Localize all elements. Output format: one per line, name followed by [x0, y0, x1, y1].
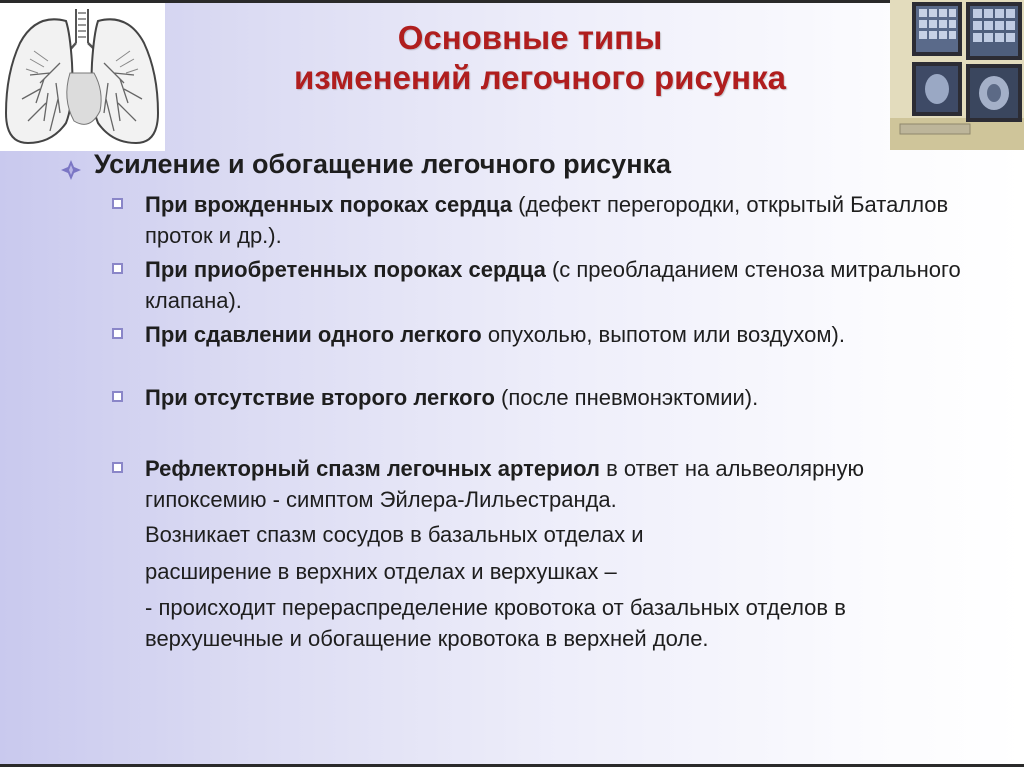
- diamond-bullet-icon: [60, 154, 82, 190]
- list-item-text: (с преобладанием стеноза митрального клапана).: [145, 257, 961, 313]
- square-bullet-icon: [112, 328, 123, 339]
- list-item-bold: Рефлекторный спазм легочных артериол: [145, 456, 600, 481]
- square-bullet-icon: [112, 462, 123, 473]
- paragraph-line: - происходит перераспределение кровотока от базальных отделов в верхушечные и обогащение кровотока в верхней доле.: [145, 595, 846, 651]
- xray-monitors-photo: [890, 0, 1024, 150]
- list-item-bold: При отсутствие второго легкого: [145, 385, 495, 410]
- list-item-text: в ответ на альвеолярную гипоксемию - симптом Эйлера-Лильестранда.: [145, 456, 864, 512]
- list-item-bold: При врожденных пороках сердца: [145, 192, 513, 217]
- list-item-text: опухолью, выпотом или воздухом).: [481, 322, 845, 347]
- square-bullet-icon: [112, 263, 123, 274]
- list-item-text: (дефект перегородки, открытый Баталлов проток и др.).: [145, 192, 949, 248]
- section-heading: [60, 146, 671, 182]
- title-line-2: изменений легочного рисунка: [294, 59, 786, 96]
- paragraph-line: Возникает спазм сосудов в базальных отделах и: [145, 522, 644, 547]
- list-item-text: (после пневмонэктомии).: [494, 385, 759, 410]
- paragraph-line: расширение в верхних отделах и верхушках –: [145, 559, 617, 584]
- list-item-bold: При сдавлении одного легкого: [145, 322, 482, 347]
- list-item: [112, 453, 982, 515]
- section-heading-text: Усиление и обогащение легочного рисунка: [94, 149, 672, 179]
- list-item-bold: При приобретенных пороках сердца: [145, 257, 546, 282]
- square-bullet-icon: [112, 198, 123, 209]
- list-item: [112, 254, 982, 316]
- list-item: [112, 319, 982, 350]
- slide-title: [180, 18, 880, 98]
- list-item: [112, 382, 982, 413]
- lungs-illustration: [0, 3, 165, 151]
- list-item: [112, 189, 982, 251]
- square-bullet-icon: [112, 391, 123, 402]
- title-line-1: Основные типы: [397, 19, 663, 56]
